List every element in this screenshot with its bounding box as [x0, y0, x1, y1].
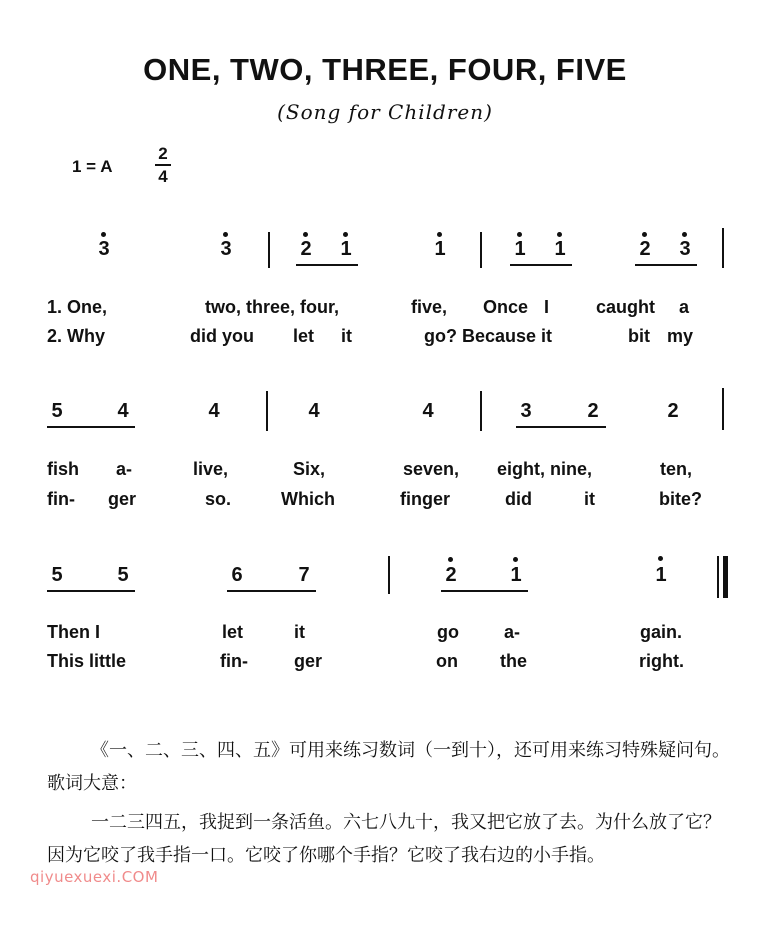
note: 3 — [679, 238, 691, 260]
note: 2 — [587, 400, 599, 422]
note: 4 — [422, 400, 434, 422]
lyric-word: five, — [411, 297, 448, 317]
lyric-word: seven, — [403, 459, 460, 479]
lyric-word: go — [437, 622, 459, 642]
watermark: qiyuexuexi.COM — [30, 868, 159, 886]
note: 1 — [655, 564, 667, 586]
lyric-word: a — [679, 297, 690, 317]
note: 7 — [298, 564, 310, 586]
beam — [47, 426, 135, 428]
time-signature-top: 2 — [158, 144, 168, 163]
beam — [516, 426, 606, 428]
note: 3 — [220, 238, 232, 260]
lyric-word: 1. One, — [47, 297, 108, 317]
final-bar-thin — [717, 556, 719, 598]
lyric-word: a- — [116, 459, 133, 479]
lyric-word: bit — [628, 326, 650, 346]
note: 1 — [510, 564, 522, 586]
note: 1 — [340, 238, 352, 260]
lyric-word: let — [222, 622, 244, 642]
note: 2 — [639, 238, 651, 260]
song-subtitle: (Song for Children) — [277, 100, 493, 124]
note: 2 — [667, 400, 679, 422]
beam — [441, 590, 528, 592]
lyric-word: the — [500, 651, 527, 671]
note: 3 — [520, 400, 532, 422]
beam — [227, 590, 316, 592]
lyric-word: right. — [639, 651, 684, 671]
note: 5 — [117, 564, 129, 586]
lyric-word: I — [544, 297, 550, 317]
lyric-word: bite? — [659, 489, 702, 509]
lyric-word: two, three, four, — [205, 297, 340, 317]
lyric-word: live, — [193, 459, 229, 479]
lyric-word: a- — [504, 622, 521, 642]
notes-paragraph-1: 《一、二、三、四、五》可用来练习数词（一到十），还可用来练习特殊疑问句。歌词大意： — [47, 740, 730, 794]
note: 3 — [98, 238, 110, 260]
note: 6 — [231, 564, 243, 586]
note: 1 — [434, 238, 446, 260]
lyric-word: Six, — [293, 459, 326, 479]
lyric-word: finger — [400, 489, 451, 509]
lyric-word: it — [294, 622, 305, 642]
notes-paragraph-2: 一二三四五，我捉到一条活鱼。六七八九十，我又把它放了去。为什么放了它？因为它咬了我手指一口。它咬了你哪个手指？它咬了我右边的小手指。 — [47, 812, 721, 866]
note: 2 — [445, 564, 457, 586]
final-bar-thick — [723, 556, 728, 598]
note: 4 — [308, 400, 320, 422]
lyric-word: caught — [596, 297, 656, 317]
lyric-word: fin- — [47, 489, 75, 509]
beam — [510, 264, 572, 266]
lyric-word: Which — [281, 489, 335, 509]
lyric-word: Then I — [47, 622, 100, 642]
bar-line — [266, 391, 268, 431]
lyric-word: let — [293, 326, 315, 346]
lyric-word: it — [584, 489, 595, 509]
lyric-word: ten, — [660, 459, 693, 479]
bar-line — [722, 388, 724, 430]
lyric-word: gain. — [640, 622, 683, 642]
time-signature — [155, 144, 171, 186]
note: 4 — [117, 400, 129, 422]
lyric-word: on — [436, 651, 458, 671]
beam — [296, 264, 358, 266]
bar-line — [480, 232, 482, 268]
lyric-word: did you — [190, 326, 254, 346]
beam — [635, 264, 697, 266]
note: 4 — [208, 400, 220, 422]
song-title: ONE, TWO, THREE, FOUR, FIVE — [143, 52, 627, 87]
lyric-word: This little — [47, 651, 127, 671]
lyric-word: ger — [294, 651, 323, 671]
bar-line — [722, 228, 724, 268]
lyric-word: Once — [483, 297, 529, 317]
lyric-word: did — [505, 489, 532, 509]
note: 1 — [554, 238, 566, 260]
bar-line — [268, 232, 270, 268]
lyric-word: eight, nine, — [497, 459, 593, 479]
note: 2 — [300, 238, 312, 260]
beam — [47, 590, 135, 592]
lyric-word: ger — [108, 489, 137, 509]
lyric-word: it — [341, 326, 352, 346]
lyric-word: my — [667, 326, 694, 346]
key-signature: 1 = A — [72, 157, 113, 176]
lyric-word: fish — [47, 459, 80, 479]
lyric-word: so. — [205, 489, 232, 509]
note: 5 — [51, 400, 63, 422]
time-signature-bottom: 4 — [158, 167, 168, 186]
lyric-word: fin- — [220, 651, 248, 671]
lyric-word: 2. Why — [47, 326, 106, 346]
bar-line — [388, 556, 390, 594]
lyric-word: go? Because it — [424, 326, 553, 346]
note: 5 — [51, 564, 63, 586]
song-notes — [47, 734, 737, 872]
note: 1 — [514, 238, 526, 260]
bar-line — [480, 391, 482, 431]
